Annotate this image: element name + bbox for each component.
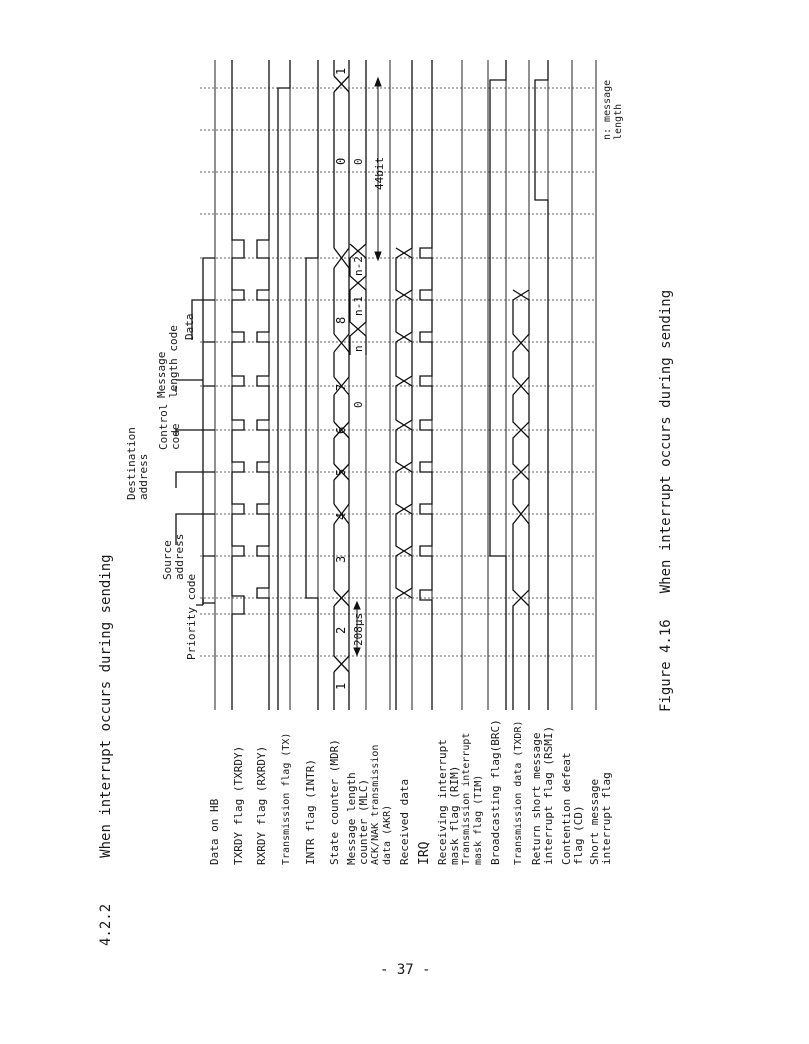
field-label-msglen: Message length code — [155, 325, 180, 398]
txrdy-waveform — [232, 60, 244, 710]
mlc-value-n-2: n-2 — [352, 256, 365, 276]
priority-bracket — [196, 598, 203, 605]
source-bracket — [176, 514, 203, 545]
span-label: 44bit — [373, 156, 386, 190]
signal-label-rsmi: Return short message interrupt flag (RSMI) — [530, 725, 555, 865]
received-waveform-2 — [396, 248, 412, 598]
span-arrowhead — [375, 252, 381, 260]
control-bracket — [176, 430, 203, 436]
destination-bracket — [176, 472, 203, 488]
signal-label-received-data: Received data — [398, 778, 411, 865]
field-label-control: Control code — [157, 403, 182, 450]
field-label-priority: Priority code — [185, 573, 198, 660]
tx-waveform — [278, 60, 290, 710]
intr-waveform — [306, 60, 318, 710]
signal-label-rim: Receiving interrupt mask flag (RIM) — [436, 739, 461, 865]
mlc-value-0: 0 — [352, 401, 365, 408]
mdr-value-1: 1 — [334, 682, 348, 690]
signal-label-data-on-hb: Data on HB — [208, 798, 221, 865]
mdr-value-3: 3 — [334, 555, 348, 563]
mdr-value-1b: 1 — [334, 67, 348, 75]
txdr-bus-2 — [513, 290, 529, 710]
brc-waveform — [490, 60, 506, 710]
mlc-value-n: n — [352, 345, 365, 352]
irq-waveform — [420, 60, 432, 710]
signal-label-mdr: State counter (MDR) — [328, 739, 341, 865]
mlc-value-n-1: n-1 — [352, 296, 365, 316]
page-number: - 37 - — [380, 962, 431, 978]
section-number: 4.2.2 — [98, 903, 114, 946]
bit-time-arrowhead — [354, 648, 360, 655]
signal-label-mlc: Message length counter (MLC) — [345, 772, 370, 865]
mlc-value-0b: 0 — [352, 158, 365, 165]
mdr-value-7: 7 — [334, 383, 348, 391]
txdr-bus — [513, 290, 529, 710]
signal-label-txrdy: TXRDY flag (TXRDY) — [232, 745, 245, 865]
signal-label-akr: ACK/NAK transmission data (AKR) — [370, 744, 393, 865]
signal-label-rxrdy: RXRDY flag (RXRDY) — [255, 745, 268, 865]
signal-label-tx: Transmission flag (TX) — [281, 732, 292, 865]
bit-time-arrowhead — [354, 602, 360, 609]
mdr-value-6: 6 — [334, 426, 348, 434]
signal-label-cd: Contention defeat flag (CD) — [560, 752, 585, 865]
signal-label-irq: IRQ — [417, 841, 432, 865]
field-label-data: Data — [183, 313, 196, 340]
data-on-hb-boundaries — [203, 300, 215, 556]
field-label-destination: Destination address — [125, 427, 150, 500]
field-label-source: Source address — [161, 533, 186, 580]
figure-title: When interrupt occurs during sending — [658, 289, 674, 594]
bit-time-label: 208μs — [352, 612, 365, 646]
signal-label-short-message: Short message interrupt flag — [588, 772, 613, 865]
signal-label-intr: INTR flag (INTR) — [304, 759, 317, 865]
data-bracket — [192, 300, 203, 340]
mdr-value-0: 0 — [334, 157, 348, 165]
section-title: When interrupt occurs during sending — [98, 554, 114, 858]
msglen-bracket — [176, 380, 203, 392]
mdr-value-4: 4 — [334, 512, 348, 520]
signal-label-txdr: Transmission data (TXDR) — [513, 720, 524, 865]
signal-label-brc: Broadcasting flag(BRC) — [489, 719, 502, 865]
signal-label-tim: Transmission interrupt mask flag (TIM) — [461, 732, 484, 865]
rxrdy-waveform — [257, 60, 269, 710]
mdr-value-5: 5 — [334, 468, 348, 476]
message-length-note: n: message length — [602, 79, 624, 140]
span-arrowhead — [375, 78, 381, 86]
figure-number: Figure 4.16 — [658, 619, 674, 712]
mdr-value-8: 8 — [334, 316, 348, 324]
mdr-value-2: 2 — [334, 626, 348, 634]
rsmi-waveform — [535, 60, 548, 710]
